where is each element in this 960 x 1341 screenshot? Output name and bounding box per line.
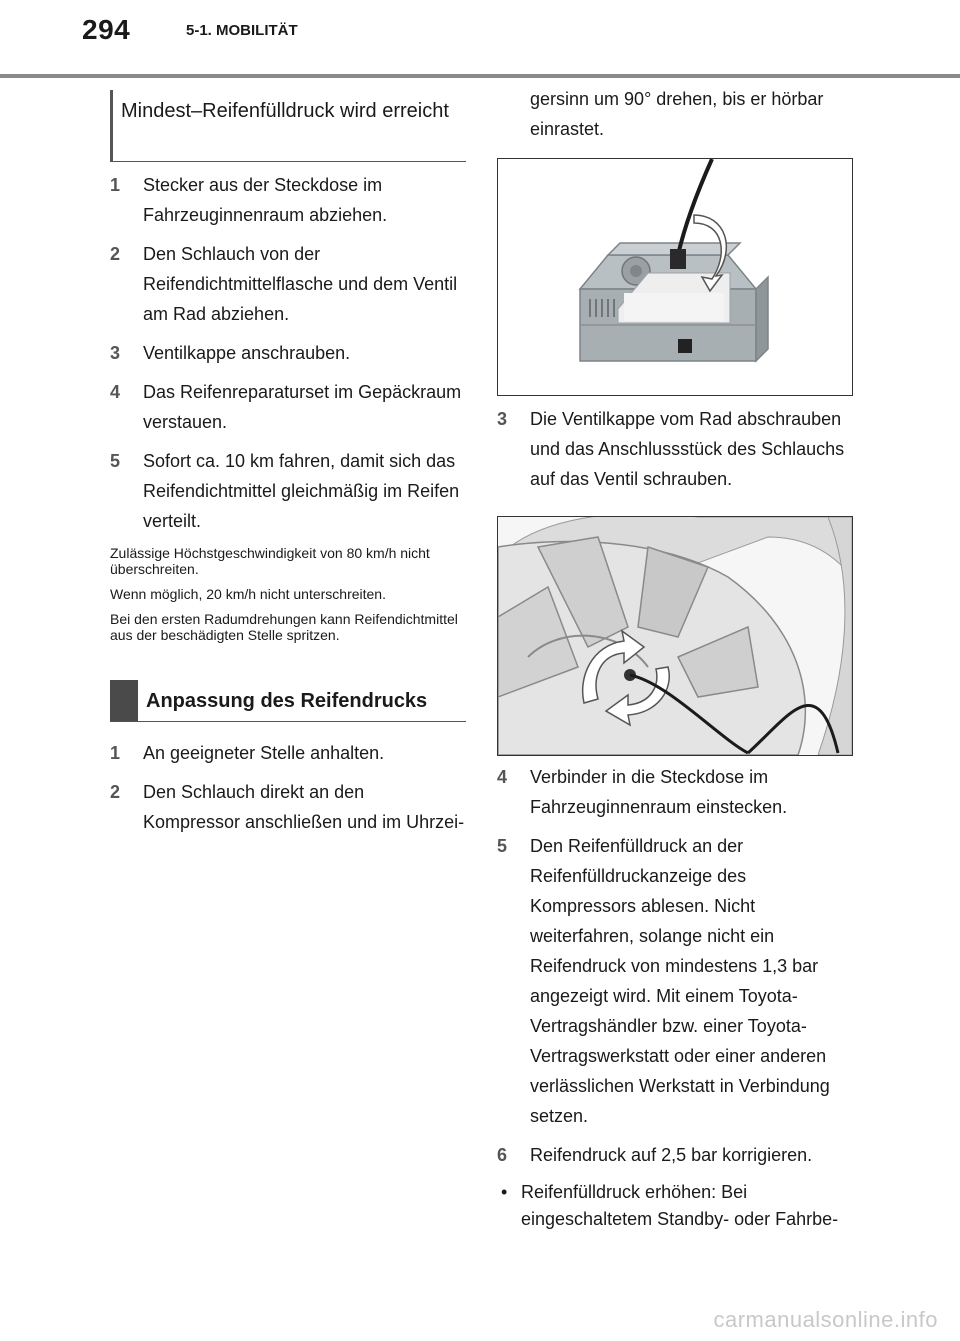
- step-text: Die Ventilkappe vom Rad abschrauben und das Anschlussstück des Schlauchs auf das Ventil schrauben.: [530, 409, 845, 489]
- step-number: 6: [497, 1145, 508, 1165]
- bullet-item: [497, 1179, 853, 1233]
- watermark: carmanualsonline.info: [713, 1307, 938, 1332]
- step-number: 4: [110, 382, 121, 402]
- list-item: [497, 762, 853, 822]
- list-item: [110, 446, 466, 536]
- note-sealant-spray: Bei den ersten Radumdrehungen kann Reifendichtmittel aus der beschädigten Stelle spritzen.: [110, 611, 458, 643]
- chapter-title: 5-1. MOBILITÄT: [186, 22, 298, 39]
- step-number: 3: [497, 409, 508, 429]
- list-item: [110, 777, 466, 837]
- header-rule: [0, 74, 960, 78]
- step-text: Reifendruck auf 2,5 bar korrigieren.: [530, 1145, 813, 1165]
- section-box-minimum-pressure: [110, 90, 466, 162]
- step-number: 5: [110, 451, 121, 471]
- step-number: 3: [110, 343, 121, 363]
- list-item: [497, 1140, 853, 1170]
- step-text: Ventilkappe anschrauben.: [143, 343, 351, 363]
- wheel-valve-figure: [497, 516, 853, 756]
- wheel-valve-illustration: [498, 517, 852, 755]
- steps-list-a: [110, 170, 466, 536]
- step-text: Stecker aus der Steckdose im Fahrzeuginnenraum abziehen.: [143, 175, 388, 225]
- step-number: 1: [110, 743, 121, 763]
- right-column: [497, 84, 853, 1233]
- bullet-text: Reifenfülldruck erhöhen: Bei eingeschaltetem Standby- oder Fahrbe-: [521, 1182, 839, 1229]
- bullet-marker: •: [501, 1182, 508, 1202]
- list-item: [110, 338, 466, 368]
- step-text: Den Reifenfülldruck an der Reifenfülldruckanzeige des Kompressors ablesen. Nicht weiterfahren, solange nicht ein Reifendruck von mindestens 1,3 bar angezeigt wird. Mit einem Toyota-Vertragshändler bzw. einer Toyota-Vertragswerkstatt oder einer anderen verlässlichen Werkstatt in Verbindung setzen.: [530, 836, 830, 1126]
- left-column: [110, 90, 466, 846]
- step-text: Verbinder in die Steckdose im Fahrzeuginnenraum einstecken.: [530, 767, 788, 817]
- step-number: 1: [110, 175, 121, 195]
- section-title-minimum-pressure: Mindest–Reifenfülldruck wird erreicht: [121, 100, 449, 122]
- step-number: 4: [497, 767, 508, 787]
- compressor-illustration: [498, 159, 852, 395]
- list-item: [497, 404, 853, 494]
- list-item: [110, 738, 466, 768]
- section-bar: [110, 680, 138, 721]
- list-item: [110, 239, 466, 329]
- list-item: [110, 377, 466, 437]
- section-box-adjust-pressure: [110, 680, 466, 722]
- step-text: Das Reifenreparaturset im Gepäckraum verstauen.: [143, 382, 462, 432]
- step-text: Den Schlauch von der Reifendichtmittelflasche und dem Ventil am Rad abziehen.: [143, 244, 458, 324]
- page-number: 294: [82, 14, 131, 45]
- step-number: 2: [110, 782, 121, 802]
- list-item: [110, 170, 466, 230]
- step-text: An geeigneter Stelle anhalten.: [143, 743, 385, 763]
- continuation-text: gersinn um 90° drehen, bis er hörbar einrastet.: [530, 89, 824, 139]
- section-title-adjust-pressure: Anpassung des Reifendrucks: [146, 690, 428, 712]
- step-text: Den Schlauch direkt an den Kompressor anschließen und im Uhrzei-: [143, 782, 465, 832]
- step-number: 2: [110, 244, 121, 264]
- list-item: [497, 831, 853, 1131]
- note-min-speed: Wenn möglich, 20 km/h nicht unterschreiten.: [110, 586, 386, 602]
- step-text: Sofort ca. 10 km fahren, damit sich das Reifendichtmittel gleichmäßig im Reifen verteilt.: [143, 451, 460, 531]
- step-number: 5: [497, 836, 508, 856]
- steps-list-b: [110, 738, 466, 837]
- compressor-figure: [497, 158, 853, 396]
- page-header: [0, 0, 960, 80]
- note-speed-limit: Zulässige Höchstgeschwindigkeit von 80 km/h nicht überschreiten.: [110, 545, 430, 577]
